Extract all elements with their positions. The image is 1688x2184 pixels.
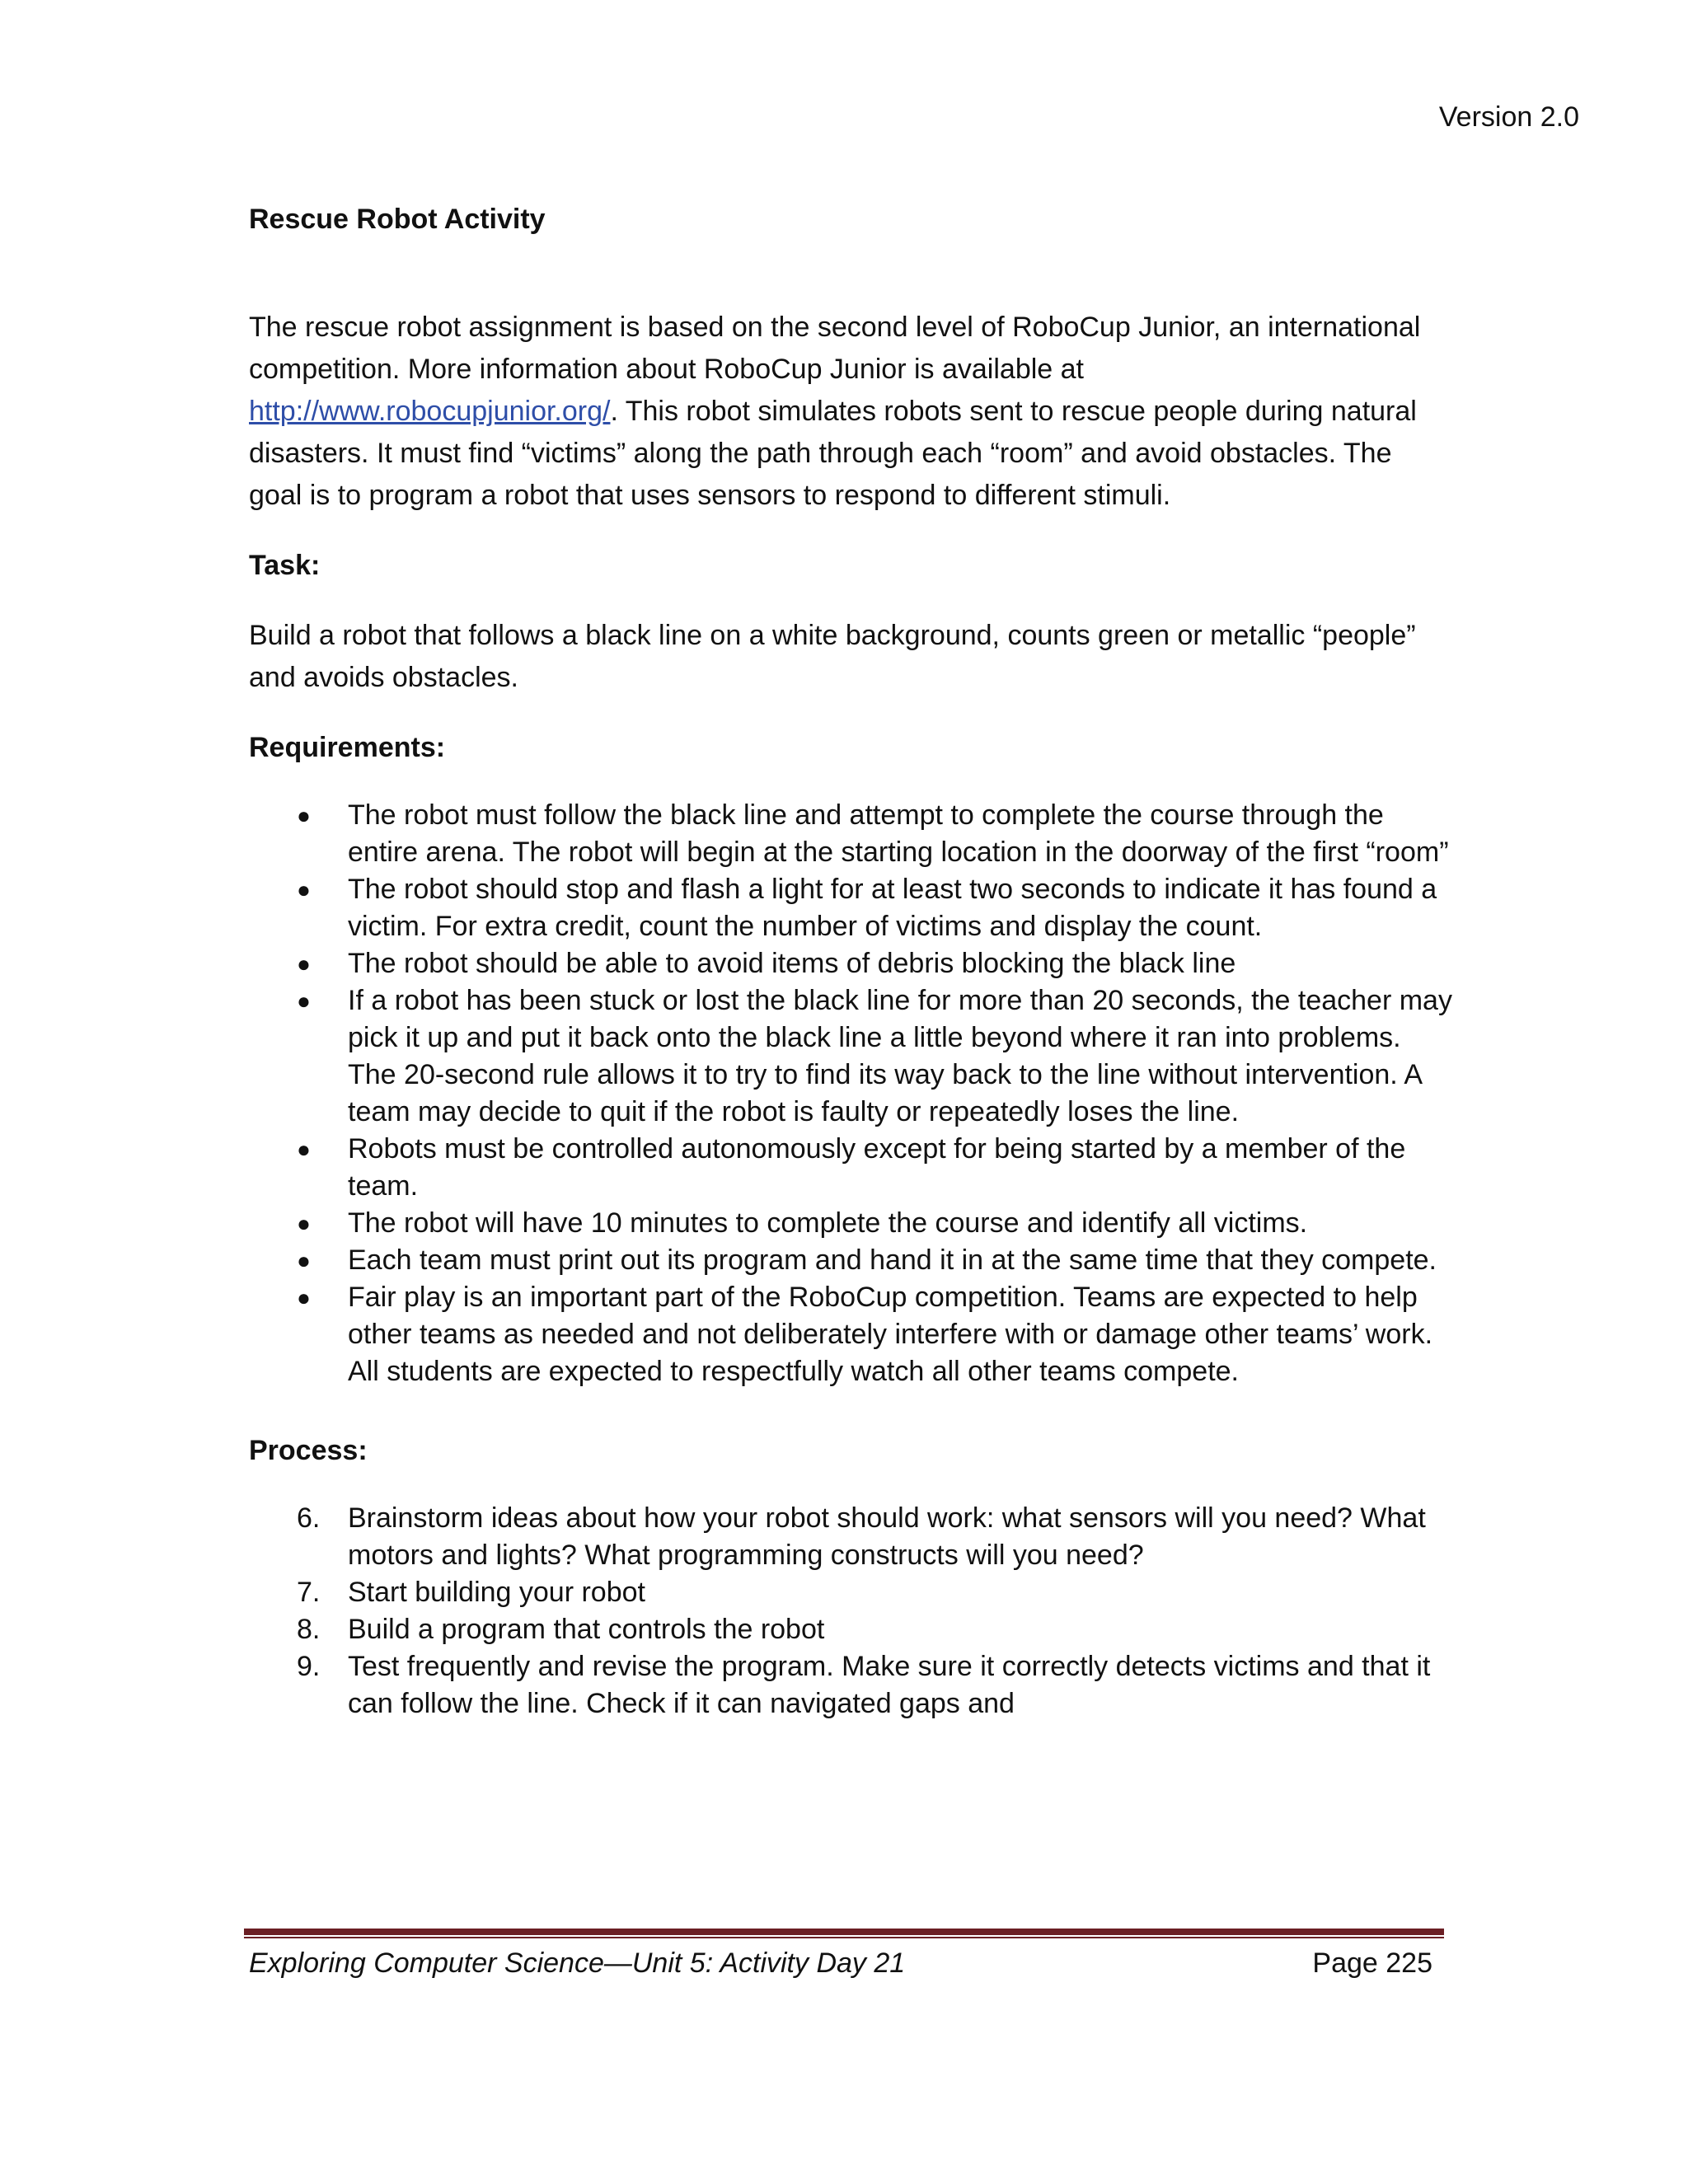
list-item — [249, 1131, 1452, 1205]
process-heading: Process: — [249, 1435, 368, 1466]
intro-text-before-link: The rescue robot assignment is based on the second level of RoboCup Junior, an international competition. More information about RoboCup Junior is available at — [249, 312, 1421, 385]
bullet-icon: ● — [297, 803, 311, 828]
bullet-icon: ● — [297, 951, 311, 977]
task-paragraph: Build a robot that follows a black line on a white background, counts green or metallic “people” and avoids obstacles. — [249, 620, 1416, 693]
process-list — [249, 1500, 1452, 1722]
intro-paragraph — [249, 307, 1452, 517]
document-body — [249, 201, 1452, 1750]
requirement-text: The robot should be able to avoid items of debris blocking the black line — [348, 948, 1236, 979]
list-item — [249, 1611, 1452, 1648]
bullet-icon: ● — [297, 1137, 311, 1162]
list-item — [249, 945, 1452, 982]
step-text: Start building your robot — [348, 1577, 645, 1608]
step-number: 9. — [297, 1651, 321, 1682]
requirements-list — [249, 797, 1452, 1390]
task-heading: Task: — [249, 550, 321, 581]
list-item — [249, 1242, 1452, 1279]
requirement-text: The robot should stop and flash a light for at least two seconds to indicate it has found a victim. For extra credit, count the number of victims and display the count. — [348, 874, 1437, 942]
bullet-icon: ● — [297, 1211, 311, 1236]
step-text: Build a program that controls the robot — [348, 1614, 825, 1645]
step-number: 8. — [297, 1614, 321, 1645]
page-title: Rescue Robot Activity — [249, 204, 546, 235]
list-item — [249, 1279, 1452, 1390]
bullet-icon: ● — [297, 1285, 311, 1310]
requirement-text: If a robot has been stuck or lost the black line for more than 20 seconds, the teacher may pick it up and put it back onto the black line a little beyond where it ran into problems. The 20-second rule allows it to try to find its way back to the line without intervention. A team may decide to quit if the robot is faulty or repeatedly loses the line. — [348, 985, 1452, 1127]
bullet-icon: ● — [297, 877, 311, 902]
bullet-icon: ● — [297, 988, 311, 1014]
list-item — [249, 1205, 1452, 1242]
list-item — [249, 797, 1452, 871]
bullet-icon: ● — [297, 1248, 311, 1273]
requirement-text: Each team must print out its program and hand it in at the same time that they compete. — [348, 1244, 1437, 1276]
intro-text-after-link: . This robot simulates robots sent to rescue people during natural disasters. It must find “victims” along the path through each “room” and avoid obstacles. The goal is to program a robot that uses sensors to respond to different stimuli. — [249, 396, 1417, 511]
list-item — [249, 1574, 1452, 1611]
footer-divider-thin-line — [244, 1937, 1444, 1938]
requirements-heading: Requirements: — [249, 732, 446, 763]
requirement-text: The robot must follow the black line and attempt to complete the course through the entire arena. The robot will begin at the starting location in the doorway of the first “room” — [348, 799, 1449, 868]
list-item — [249, 1648, 1452, 1722]
list-item — [249, 982, 1452, 1131]
step-number: 7. — [297, 1577, 321, 1608]
requirement-text: Fair play is an important part of the RoboCup competition. Teams are expected to help other teams as needed and not deliberately interfere with or damage other teams’ work. All students are expected to respectfully watch all other teams compete. — [348, 1282, 1433, 1387]
requirement-text: Robots must be controlled autonomously except for being started by a member of the team. — [348, 1133, 1406, 1202]
robocupjunior-link[interactable]: http://www.robocupjunior.org/ — [249, 396, 611, 427]
footer-divider-thick-line — [244, 1929, 1444, 1935]
footer-page-number: Page 225 — [1312, 1947, 1432, 1979]
list-item — [249, 1500, 1452, 1574]
footer-divider — [244, 1929, 1444, 1940]
step-text: Test frequently and revise the program. Make sure it correctly detects victims and that it can follow the line. Check if it can navigated gaps and — [348, 1651, 1431, 1719]
requirement-text: The robot will have 10 minutes to complete the course and identify all victims. — [348, 1207, 1308, 1239]
version-label: Version 2.0 — [1438, 101, 1579, 133]
step-text: Brainstorm ideas about how your robot should work: what sensors will you need? What motors and lights? What programming constructs will you need? — [348, 1502, 1426, 1571]
list-item — [249, 871, 1452, 945]
footer-course-title: Exploring Computer Science—Unit 5: Activity Day 21 — [249, 1947, 906, 1979]
step-number: 6. — [297, 1502, 321, 1534]
